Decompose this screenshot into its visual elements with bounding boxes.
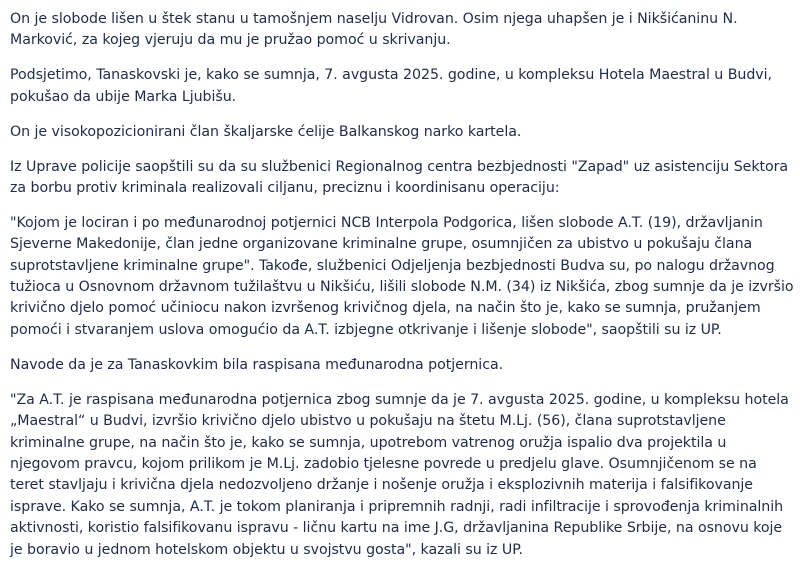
paragraph-warrant-quote: "Za A.T. je raspisana međunarodna potjernica zbog sumnje da je 7. avgusta 2025. godine, u kompleksu hotela „Maestral“ u Budvi, izvršio krivično djelo ubistvo u pokušaju na štetu M.Lj. (56), člana suprotstavljene kriminalne grupe, na način što je, kako se sumnja, upotrebom vatrenog oružja ispalio dva projektila u njegovom pravcu, kojom prilikom je M.Lj. zadobio tjelesne povrede u predjelu glave. Osumnjičenom se na teret stavljaju i krivična djela nedozvoljeno držanje i nošenje oružja i eksplozivnih materija i falsifikovanje isprave. Kako se sumnja, A.T. je tokom planiranja i pripremnih radnji, radi infiltracije i sprovođenja kriminalnih aktivnosti, koristio falsifikovanu ispravu - ličnu kartu na ime J.G, državljanina Republike Srbije, na osnovu koje je boravio u jednom hotelskom objektu u svojstvu gosta", kazali su iz UP. <box>10 391 789 558</box>
paragraph-operation-quote: "Kojom je lociran i po međunarodnoj potjernici NCB Interpola Podgorica, lišen slobode A.T. (19), državljanin Sjeverne Makedonije, član jedne organizovane kriminalne grupe, osumnjičen za ubistvo u pokušaju člana suprotstavljene kriminalne grupe". Takođe, službenici Odjeljenja bezbjednosti Budva su, po nalogu državnog tužioca u Osnovnom državnom tužilaštvu u Nikšiću, lišili slobode N.M. (34) iz Nikšića, zbog sumnje da je izvršio krivično djelo pomoć učiniocu nakon izvršenog krivičnog djela, na način što je, kako se sumnja, pružanjem pomoći i stvaranjem uslova omogućio da A.T. izbjegne otkrivanje i lišenje slobode", saopštili su iz UP. <box>10 214 794 338</box>
article-body <box>10 9 795 574</box>
paragraph-warrant: Navode da je za Tanaskovkim bila raspisana međunarodna potjernica. <box>10 356 504 373</box>
paragraph-reminder: Podsjetimo, Tanaskovski je, kako se sumnja, 7. avgusta 2025. godine, u kompleksu Hotela Maestral u Budvi, pokušao da ubije Marka Ljubišu. <box>10 67 772 105</box>
paragraph-cartel-member: On je visokopozicionirani član škaljarske ćelije Balkanskog narko kartela. <box>10 123 522 140</box>
paragraph-arrest-location: On je slobode lišen u štek stanu u tamošnjem naselju Vidrovan. Osim njega uhapšen je i Nikšićaninu N. Marković, za kojeg vjeruju da mu je pružao pomoć u skrivanju. <box>10 11 738 49</box>
paragraph-police-statement: Iz Uprave policije saopštili su da su službenici Regionalnog centra bezbjednosti "Zapad" uz asistenciju Sektora za borbu protiv kriminala realizovali ciljanu, preciznu i koordinisanu operaciju: <box>10 158 789 196</box>
